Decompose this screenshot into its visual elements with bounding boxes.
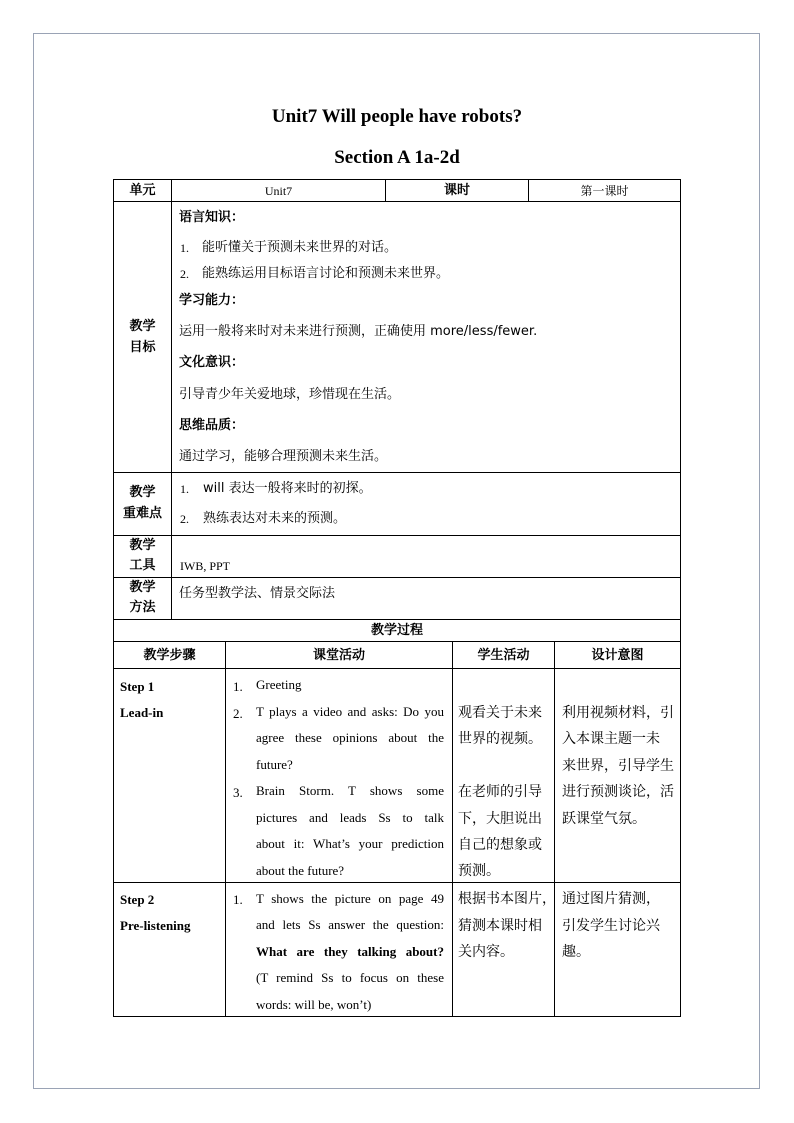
keypoint-item: 熟练表达对未来的预测。 [203, 511, 347, 526]
col-header-cell [554, 641, 681, 669]
activity-num: 1. [233, 679, 243, 694]
knowledge-item: 能熟练运用目标语言讨论和预测未来世界。 [202, 266, 450, 281]
intent-line: 通过图片猜测， [562, 891, 660, 907]
intent-line: 跃课堂气氛。 [562, 811, 646, 827]
step1-step-cell [113, 668, 226, 883]
knowledge-item: 能听懂关于预测未来世界的对话。 [202, 240, 398, 255]
knowledge-item-num: 2. [180, 267, 189, 281]
student-line: 预测。 [458, 863, 500, 879]
student-line: 根据书本图片， [458, 891, 556, 907]
intent-line: 趣。 [562, 944, 590, 960]
tools-label-line1: 教学 [129, 538, 156, 553]
keypoint-num: 2. [180, 512, 189, 526]
activity-line: future? [256, 757, 293, 772]
keypoints-label-line2: 重难点 [122, 506, 162, 521]
step1-activity-cell [225, 668, 453, 883]
period-label-cell [385, 179, 529, 202]
culture-heading: 文化意识： [179, 355, 245, 370]
document-subtitle: Section A 1a-2d [334, 147, 460, 168]
col-header-student: 学生活动 [477, 648, 530, 663]
period-label: 课时 [443, 183, 470, 198]
methods-value: 任务型教学法、情景交际法 [179, 586, 336, 601]
goals-label-line2: 目标 [129, 340, 156, 355]
activity-line: agree these opinions about the [256, 730, 444, 745]
intent-line: 入本课主题一未 [562, 731, 660, 747]
intent-line: 进行预测谈论，活 [562, 784, 674, 800]
methods-label-line2: 方法 [129, 600, 156, 615]
knowledge-item-num: 1. [180, 241, 189, 255]
period-value-cell [528, 179, 681, 202]
intent-line: 来世界，引导学生 [562, 758, 674, 774]
step2-student-cell [452, 882, 555, 1017]
student-line: 观看关于未来 [458, 705, 542, 721]
col-header-cell [225, 641, 453, 669]
activity-num: 3. [233, 785, 243, 800]
student-line: 在老师的引导 [458, 784, 542, 800]
intent-line: 引发学生讨论兴 [562, 918, 660, 934]
student-line: 关内容。 [458, 944, 514, 960]
tools-content-cell [171, 535, 681, 578]
methods-content-cell [171, 577, 681, 620]
col-header-cell [452, 641, 555, 669]
activity-line: Greeting [256, 677, 302, 692]
keypoint-num: 1. [180, 482, 189, 496]
activity-num: 1. [233, 892, 243, 907]
period-value: 第一课时 [580, 184, 629, 198]
unit-value: Unit7 [264, 184, 293, 198]
step1-subtitle: Lead-in [120, 705, 164, 720]
intent-line: 利用视频材料，引 [562, 705, 674, 721]
keypoint-item: will 表达一般将来时的初探。 [203, 481, 372, 496]
step1-intent-cell [554, 668, 681, 883]
col-header-activity: 课堂活动 [312, 648, 365, 663]
goals-content-cell [171, 201, 681, 473]
student-line: 下，大胆说出 [458, 811, 542, 827]
step1-student-cell [452, 668, 555, 883]
student-line: 世界的视频。 [458, 731, 542, 747]
col-header-intent: 设计意图 [591, 648, 644, 663]
methods-label-line1: 教学 [129, 580, 156, 595]
activity-line: words: will be, won’t) [256, 997, 372, 1012]
thinking-heading: 思维品质： [179, 418, 245, 433]
thinking-text: 通过学习，能够合理预测未来生活。 [179, 449, 388, 464]
tools-label-line2: 工具 [129, 558, 156, 573]
unit-value-cell [171, 179, 386, 202]
unit-label: 单元 [129, 183, 156, 198]
student-line: 自己的想象或 [458, 837, 542, 853]
activity-line: What are they talking about? [256, 944, 444, 959]
step2-activity-cell [225, 882, 453, 1017]
process-heading-cell [113, 619, 681, 642]
ability-text: 运用一般将来时对未来进行预测，正确使用 more/less/fewer. [179, 324, 538, 339]
activity-line: T plays a video and asks: Do you [256, 704, 444, 719]
knowledge-heading: 语言知识： [179, 210, 245, 225]
keypoints-content-cell [171, 472, 681, 536]
tools-label-cell [113, 535, 172, 578]
step1-title: Step 1 [120, 679, 155, 694]
step2-step-cell [113, 882, 226, 1017]
goals-label-cell [113, 201, 172, 473]
tools-value: IWB, PPT [180, 559, 231, 573]
student-line: 猜测本课时相 [458, 918, 542, 934]
activity-line: T shows the picture on page 49 [256, 891, 444, 906]
activity-line: Brain Storm. T shows some [256, 783, 444, 798]
activity-num: 2. [233, 706, 243, 721]
process-heading: 教学过程 [370, 623, 423, 638]
step2-title: Step 2 [120, 892, 155, 907]
keypoints-label-cell [113, 472, 172, 536]
culture-text: 引导青少年关爱地球，珍惜现在生活。 [179, 387, 401, 402]
activity-line: about it: What’s your prediction [256, 836, 444, 851]
step2-subtitle: Pre-listening [120, 918, 191, 933]
goals-label-line1: 教学 [129, 319, 156, 334]
keypoints-label-line1: 教学 [129, 485, 156, 500]
col-header-cell [113, 641, 226, 669]
activity-line: (T remind Ss to focus on these [256, 970, 444, 985]
activity-line: and lets Ss answer the question: [256, 917, 444, 932]
ability-heading: 学习能力： [179, 293, 245, 308]
step2-intent-cell [554, 882, 681, 1017]
methods-label-cell [113, 577, 172, 620]
document-title: Unit7 Will people have robots? [271, 106, 523, 127]
activity-line: pictures and leads Ss to talk [256, 810, 444, 825]
col-header-step: 教学步骤 [143, 648, 196, 663]
activity-line: about the future? [256, 863, 345, 878]
unit-label-cell [113, 179, 172, 202]
